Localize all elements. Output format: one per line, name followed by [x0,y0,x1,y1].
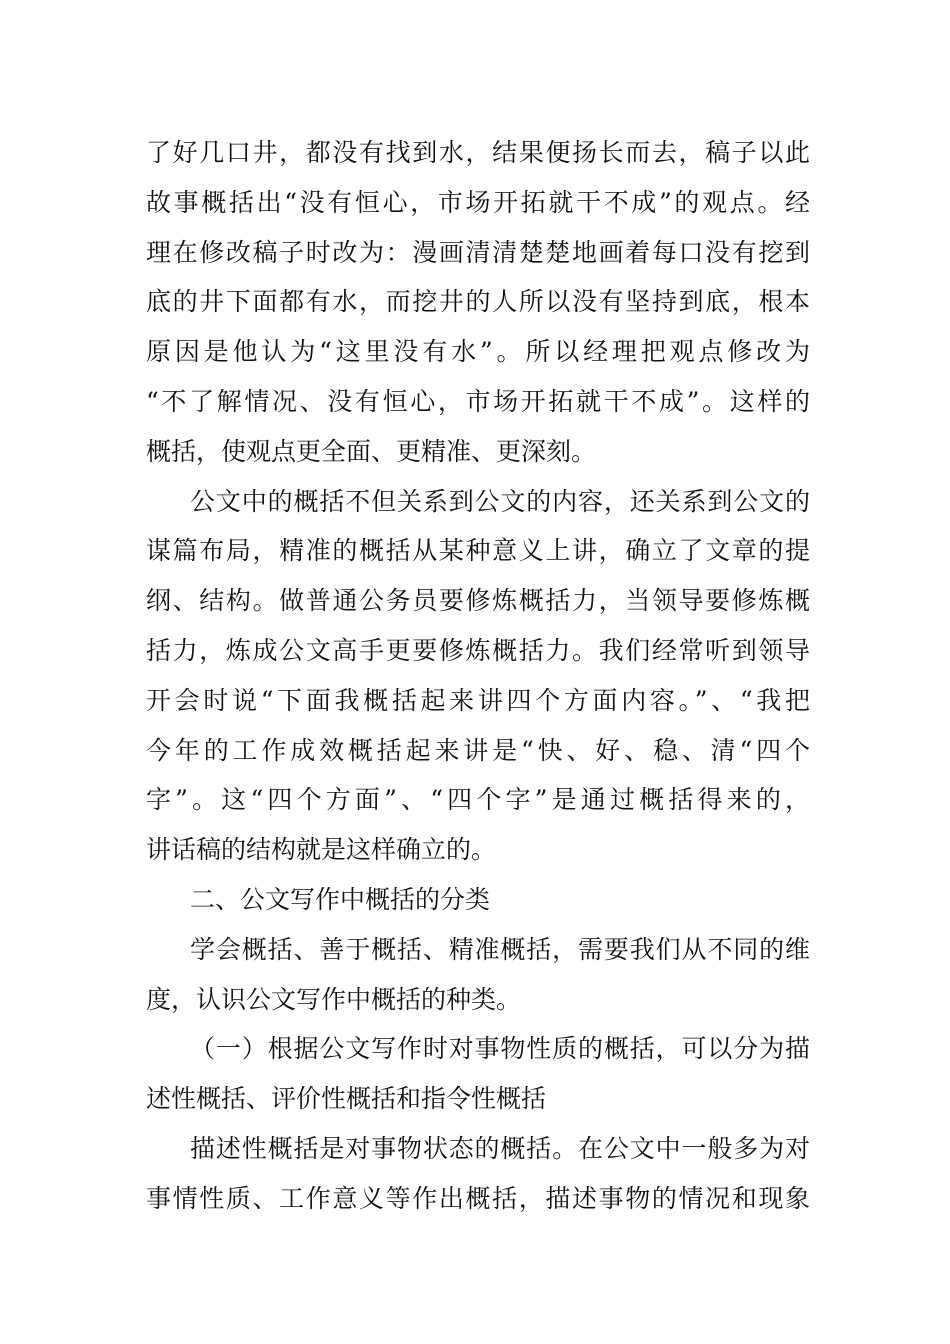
text-line: 字”。这“四个方面”、“四个字”是通过概括得来的， [146,785,810,815]
text-line: 原因是他认为“这里没有水”。所以经理把观点修改为 [146,337,810,367]
text-line: 公文中的概括不但关系到公文的内容，还关系到公文的 [190,486,810,516]
text-line: 学会概括、善于概括、精准概括，需要我们从不同的维 [190,934,810,964]
subsection-heading: 述性概括、评价性概括和指令性概括 [146,1084,547,1114]
text-line: 理在修改稿子时改为：漫画清清楚楚地画着每口没有挖到 [146,237,810,267]
text-line: 括力，炼成公文高手更要修炼概括力。我们经常听到领导 [146,635,810,665]
text-line: 故事概括出“没有恒心，市场开拓就干不成”的观点。经 [146,187,810,217]
text-line: 讲话稿的结构就是这样确立的。 [146,835,497,865]
body-text [146,128,810,1224]
section-heading: 二、公文写作中概括的分类 [190,884,491,914]
text-line: 纲、结构。做普通公务员要修炼概括力，当领导要修炼概 [146,586,810,616]
text-line: 底的井下面都有水，而挖井的人所以没有坚持到底，根本 [146,287,810,317]
text-line: 概括，使观点更全面、更精准、更深刻。 [146,436,597,466]
text-line: 了好几口井，都没有找到水，结果便扬长而去，稿子以此 [146,138,810,167]
subsection-heading: （一）根据公文写作时对事物性质的概括，可以分为描 [190,1034,810,1064]
text-line: 度，认识公文写作中概括的种类。 [146,984,522,1014]
text-line: “不了解情况、没有恒心，市场开拓就干不成”。这样的 [146,386,810,416]
text-line: 谋篇布局，精准的概括从某种意义上讲，确立了文章的提 [146,536,810,566]
text-line: 今年的工作成效概括起来讲是“快、好、稳、清“四个 [146,735,810,765]
text-line: 开会时说“下面我概括起来讲四个方面内容。”、“我把 [146,685,810,715]
text-line: 描述性概括是对事物状态的概括。在公文中一般多为对 [190,1133,810,1163]
text-line: 事情性质、工作意义等作出概括，描述事物的情况和现象 [146,1183,810,1213]
